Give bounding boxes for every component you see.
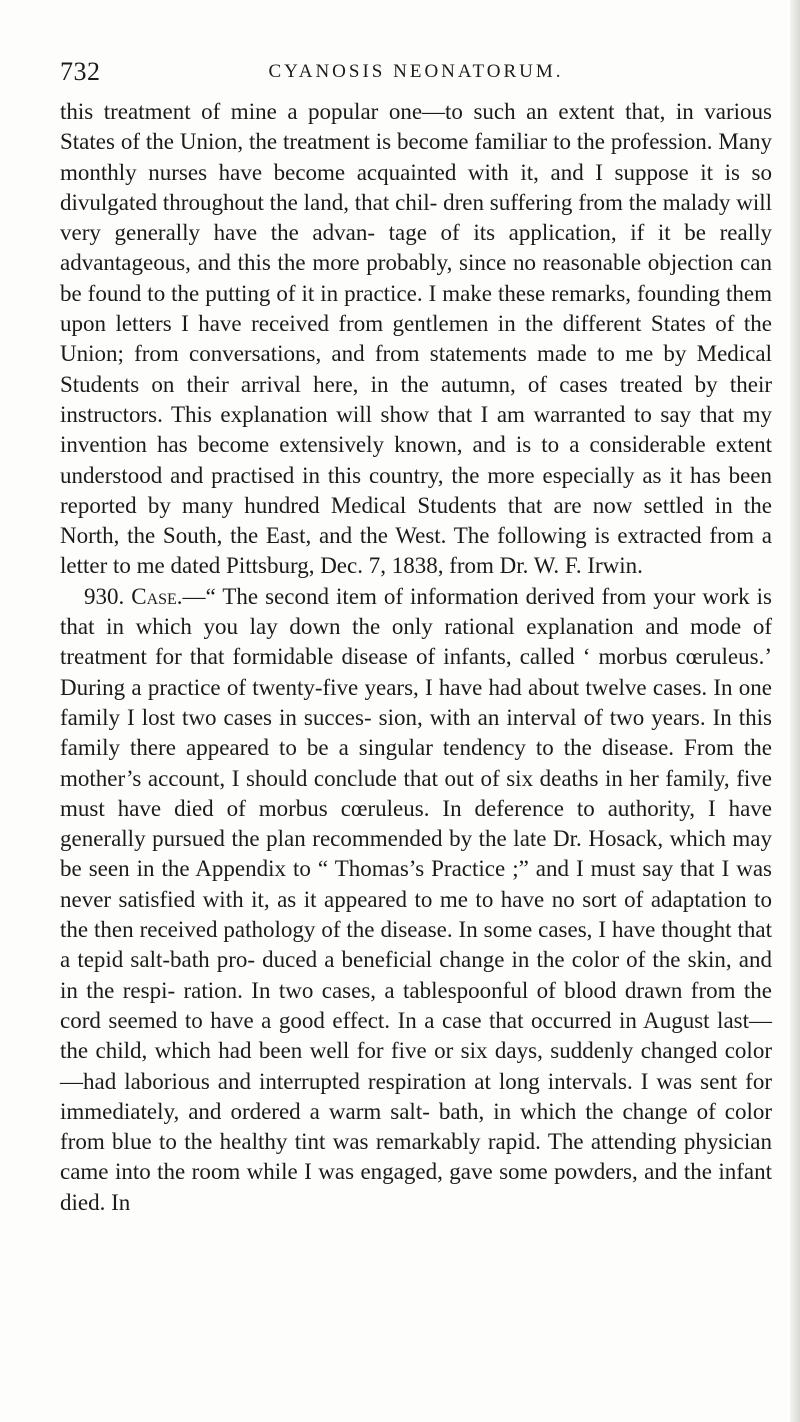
- paragraph-case-930: [60, 582, 772, 1218]
- page-header: [60, 54, 772, 90]
- paragraph-continuation: this treatment of mine a popular one—to such an extent that, in various States of the Union, the treatment is become familiar to the profession. Many monthly nurses have become acquainted with it, and I suppose it is so divulgated throughout the land, that chil- dren suffering from the malady will very generally have the advan- tage of its application, if it be really advantageous, and this the more probably, since no reasonable objection can be found to the putting of it in practice. I make these remarks, founding them upon letters I have received from gentlemen in the different States of the Union; from conversations, and from statements made to me by Medical Students on their arrival here, in the autumn, of cases treated by their instructors. This explanation will show that I am warranted to say that my invention has become extensively known, and is to a considerable extent understood and practised in this country, the more especially as it has been reported by many hundred Medical Students that are now settled in the North, the South, the East, and the West. The following is extracted from a letter to me dated Pittsburg, Dec. 7, 1838, from Dr. W. F. Irwin.: [60, 99, 772, 579]
- running-head: CYANOSIS NEONATORUM.: [268, 61, 564, 82]
- case-label: 930. Case.—: [84, 583, 206, 609]
- body-text: [60, 97, 772, 1218]
- case-text: “ The second item of information derived from your work is that in which you lay down the only rational explanation and mode of treatment for that formidable disease of infants, called ‘ morbus cœruleus.’ During a practice of twenty-five years, I have had about twelve cases. In one family I lost two cases in succes- sion, with an interval of two years. In this family there appeared to be a singular tendency to the disease. From the mother’s account, I should conclude that out of six deaths in her family, five must have died of morbus cœruleus. In deference to authority, I have generally pursued the plan recommended by the late Dr. Hosack, which may be seen in the Appendix to “ Thomas’s Practice ;” and I must say that I was never satisfied with it, as it appeared to me to have no sort of adaptation to the then received pathology of the disease. In some cases, I have thought that a tepid salt-bath pro- duced a beneficial change in the color of the skin, and in the respi- ration. In two cases, a tablespoonful of blood drawn from the cord seemed to have a good effect. In a case that occurred in August last—the child, which had been well for five or six days, suddenly changed color—had laborious and interrupted respiration at long intervals. I was sent for immediately, and ordered a warm salt- bath, in which the change of color from blue to the healthy tint was remarkably rapid. The attending physician came into the room while I was engaged, gave some powders, and the infant died. In: [60, 583, 772, 1215]
- page-number: 732: [60, 57, 101, 86]
- page-edge: [790, 0, 800, 1422]
